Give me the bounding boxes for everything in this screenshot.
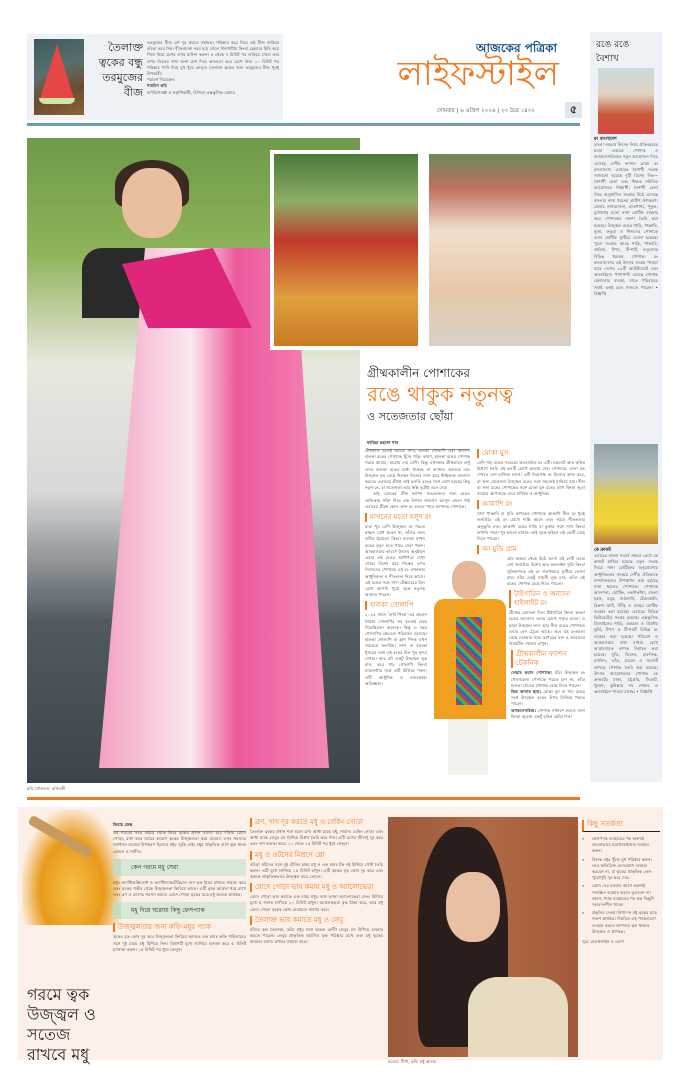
sidebar-section-heading: রং বাংলাদেশ: [594, 137, 617, 142]
fashion-tips: লেয়ার কমান পোশাকে: যাঁরা উজ্জ্বল রং খোলামেলা পোশাকে পরতে চান না, তাঁরা হালকা শেডের পোশাক বেছে নিতে পারেন। ভিন্ন আনার ছাড়: মোকা মুস বা গাঢ় রঙের সঙ্গে উজ্জ্বল রঙের উপর মিলিয়ে পরতে পারেন। অ্যাকসেসরিজ: পোশাক সাধারণ হলেও ব্যাগ কিংবা জুতায় একটু রঙিন ছোঁয়া দিন।: [511, 670, 585, 719]
section-divider: [27, 797, 580, 800]
tip-item: » প্রকৃতির দেওয়া উপাদান মধু ত্বকের যত্নে দারুণ কার্যকর। নিয়মিত এই প্যাকগুলো ব্যবহার করলে আপনার ত্বক থাকবে উজ্জ্বল ও প্রাণবন্ত।: [582, 910, 660, 935]
section-title: লাইফস্টাইল: [397, 54, 559, 94]
pack-heading: মধু ও ওটসের মিশ্রণে গ্লো: [250, 851, 383, 860]
pack-heading: তৈলাক্ত ভাব কমাতে মধু ও লেবু: [250, 916, 383, 925]
teaser-body: তরমুজের বীজ ব্রণ দূর করতে সহায়ক। পরিষ্কার করে নিয়ে এই বীজ শুকিয়ে গুঁড়ো করে নিন। বীজগুলো নরম হয়ে গেলে শিলপাটায় কিংবা ব্লেন্ডারে মিহি করে পিষে নিয়ে ব্রণের ওপর মালিশ করুন। ৫ থেকে ৭ মিনিট পর শুকিয়ে গেলে তার ওপর তিলের সাদা অংশ ব্রাশ দিয়ে আলতো করে মেখে নিন। ১০ মিনিট পর পরিষ্কার পানি দিয়ে মুখ ধুয়ে ফেলুন। তৈলাক্ত ত্বকের জন্য তরমুজের বীজ খুবই উপকারী। পরামর্শ দিয়েছেন: শারমিন কচি রূপবিশেষজ্ঞ ও স্বত্বাধিকারী, বিন্দিয়া এক্সক্লুসিভ কেয়ার: [147, 40, 279, 95]
watermelon-slice-shape: [39, 44, 75, 102]
teaser-box: [27, 34, 283, 120]
highlight-box: কেন গরমে মধু সেরা: [113, 859, 246, 876]
section-heading: মোকা মুস: [477, 449, 585, 458]
byline: ফারিয়া রহমান খান: [367, 440, 470, 450]
article-column-2: মোকা মুস বেশি গাঢ় রঙের সবচেয়ে আলোচিত রং এটি। চকলেট আর কফির মিশ্রণে তৈরি এই রঙটি চোখে আরাম দেয়। পোশাকে, ঢেলা রঙ দেখতে বেশ মার্জিত লাগে। এটি নিরপেক্ষ রং হিসেবে কাজ করে, যা অন্য যেকোনো উজ্জ্বল রঙের সঙ্গে সহজেই মানিয়ে যায়। নীল বা সাদা রঙের পোশাকের সঙ্গে মোকা মুস রঙের ব্যাগ কিংবা জুতা ব্যবহার আপনাকে দেবে মার্জিত ও আধুনিক। আকাশি রং সাদা পাঞ্জাবি বা সুতি কাপড়ের পোশাকে আকাশি নীল রং খুবই জনপ্রিয়। এই রং চোখে শান্তি আনে এবং গরমে শীতলতার অনুভূতি দেয়। আকাশি রঙের শাড়ি বা কুর্তার সঙ্গে সাদা কিংবা রুপালি গয়না খুব ভালো মানায়। তাই লুকে চাইলে এই রঙটি বেছে নিতে পারেন। আ মুডি গ্রাম গ্রাম অঞ্চল থেকে উঠে আসা এই রংটি এবার বেশ জনপ্রিয়। বিশেষ করে অনলাইন সুতি কিংবা সুতিকাপড়ে এই রং দারুণভাবে ফুটিয়ে তোলা যায়। যাঁরা একটু সাহসী লুক চান, তাঁরা এই রঙের পোশাক বেছে নিতে পারেন। টাইগারিন ও অন্যান্য হাইলাইট রং গ্রীষ্মের রোদেলা দিনে টাইগারিন কিংবা কমলা রঙের আবেদন এবার চোখে পড়ার মতো। এ ছাড়া উজ্জ্বল লাল আর নীল রঙের পোশাকও এবার বেশ ট্রেন্ডে আছে। তবে এই রংগুলো বেছে নেওয়ার সময় কাপড়ের মান ও আরামের বিষয়টিও খেয়াল রাখুন। গ্রীষ্মকালীন ফ্যাশন টেকনিক লেয়ার কমান পোশাকে: যাঁরা উজ্জ্বল রং খোলামেলা পোশাকে পরতে চান না, তাঁরা হালকা শেডের পোশাক বেছে নিতে পারেন। ভিন্ন আনার ছাড়: মোকা মুস বা গাঢ় রঙের সঙ্গে উজ্জ্বল রঙের উপর মিলিয়ে পরতে পারেন। অ্যাকসেসরিজ: পোশাক সাধারণ হলেও ব্যাগ কিংবা জুতায় একটু রঙিন ছোঁয়া দিন।: [477, 449, 585, 719]
model-face-shape: [122, 168, 182, 238]
sidebar-boishakh: [590, 32, 662, 782]
tip-item: » বিশুদ্ধ মধুর খুঁজে মুখ পরিষ্কার করুন। তবে অতিরিক্ত ফেসওয়াশ ব্যবহার করবেন না, যা ত্বকের প্রাকৃতিক তেল পুরোপুরি দূর করে দেয়।: [582, 857, 660, 882]
photo-credit: ছবি সৌজন্যে: রঙিনকী: [27, 786, 66, 791]
kurta-model-image: [430, 555, 510, 785]
article-title: রঙে থাকুক নতুনত্ব: [367, 382, 514, 406]
section-heading: টাইগারিন ও অন্যান্য হাইলাইট রং: [509, 590, 585, 608]
pack-heading: উজ্জ্বলতার জন্য কফি-মধুর প্যাক: [113, 923, 246, 932]
section-heading: আকাশি রং: [477, 500, 585, 509]
brand-logo: আজকের পত্রিকা: [476, 41, 557, 55]
sidebar-section-heading: কে ক্রাফট: [594, 548, 611, 553]
yellow-saree-image: [594, 444, 658, 544]
pack-heading: ব্রণ, দাগ দূর করতে মধু ও বেকিং সোডা: [250, 818, 383, 827]
tip-item: » ফেসপ্যাক ব্যবহারের পর অবশ্যই ভালোভাবে ময়েশ্চারাইজার ব্যবহার করুন।: [582, 836, 660, 855]
section-heading: আ মুডি গ্রাম: [477, 545, 585, 554]
section-heading: হালকা গোলাপি: [365, 601, 470, 610]
highlight-box: মধু দিয়ে ঘরোয়া কিছু ফেসপ্যাক: [113, 902, 246, 919]
source-note: সূত্র: হেলথলাইন ও ভোগ: [582, 939, 624, 945]
article-column-1: গ্রীষ্মকাল এলেই আমরা সাদা, হালকা গোলাপি এবং অন্যান্য হালকা রঙের পোশাকে খুঁজে পড়ি। কারণ, হালকা রঙের পোশাক গরমে আরাম, আরাম দেয় বেশি। কিন্তু এখনকার গ্রীষ্মকালে শুধু এসব হালকা রঙের মধ্যে থাকছে না ফ্যাশন। অনেকে বরং উজ্জ্বল রঙ বেছে নিচ্ছেন নিজের সাজ আর স্টাইলকে আলাদা করতে। এবারের গ্রীষ্মে তাই চলতি রঙের সঙ্গে যোগ হয়েছে কিছু নতুন রং, যা সতেজতা আর স্বস্তি দুটোই এনে দেয়। তাই এবারের গ্রীষ্ম ফ্যাশন সচেতনদের জন্য রঙের তালিকায় শক্তি নিয়ে এক বিশাল জায়গা। আসুন জেনে নিই এবারের গ্রীষ্মে কোন কোন রং চলতে পারে আপনার পোশাকে। মাখনের মতো হলুদ রং যারা খুব বেশি উজ্জ্বল রং পরতে স্বচ্ছন্দ বোধ করেন না, তাঁদের জন্য বাটার ইয়েলো কিংবা হালকা মাখন রঙের হলুদ হতে পারে সেরা পছন্দ। আবহাওয়ার কারণে উৎসব অনুষ্ঠানে এবার এই রঙের আধিপত্য দেখা গেছে; বিশেষ করে সিল্কের ওপর নিজেদের পোশাকে এই রং এখনকার আধুনিকতা ও শীতলতা নিয়ে আসে। এই রঙের সঙ্গে সাদা টেক্সচারের মিল রেখে আপনি পুরো লুকে নতুনত্ব আনতে পারেন। হালকা গোলাপি ২০২৫ সালে ‘বার্বি পিংক’-এর প্রচলন থাকায় গোলাপির সব রংকেই বেছে নিয়েছিলেন অনেকে। কিন্তু এ বছর গোলাপির ক্ষেত্রেও পরিবর্তন এসেছে। হালকা গোলাপি বা ব্লাশ পিংক এখন সবচেয়ে জনপ্রিয়। সাদা বা হালকা ধূসরের সঙ্গে এই রঙের মিল খুব সুন্দর দেখায়। আর যদি একটু উজ্জ্বল লুক চান, তবে গাঢ় গোলাপি কিংবা ম্যাজেন্টার সঙ্গে এটি মিলিয়ে পরুন; এটি আধুনিক ও নজরকাড়া অভিজ্ঞতা।: [365, 448, 470, 686]
article-kicker: গ্রীষ্মকালীন পোশাকের: [367, 366, 471, 380]
desk-byline: ফিচার ডেস্ক: [113, 822, 246, 832]
watermelon-rind-shape: [39, 98, 75, 104]
honey-column-2: ব্রণ, দাগ দূর করতে মধু ও বেকিং সোডা তৈলাক্ত ত্বকের প্রধান শত্রু হলো ব্রণ। আধা চামচ মধু, সামান্য বেকিং সোডা এবং আধা চামচ লেবুর রস মিশিয়ে মিশ্রণ তৈরি করে নিন। এটি ব্রণের জীবাণু দূর করে এবং দাগ হালকা করে। ১০ থেকে ১৫ মিনিট পর ধুয়ে ফেলুন। মধু ও ওটসের মিশ্রণে গ্লো গুঁড়ো ওটসের সঙ্গে দুই টেবিল চামচ মধু ও এক চামচ টক দই মিশিয়ে পেস্ট তৈরি করুন। এটি মুখে লাগিয়ে ১৫ মিনিট রাখুন। এটি ত্বকের মৃত কোষ দূর করে এবং ত্বককে প্রাকৃতিকভাবে উজ্জ্বল করে তোলে। রোদে পোড়া ভাব কমায় মধু ও অ্যালোভেরা রোদে পোড়া ভাব কমাতে এক চামচ মধুর সঙ্গে তাজা অ্যালোভেরা জেল মিশিয়ে মুখে ও গলায় লাগিয়ে ২০ মিনিট রাখুন। অ্যালোভেরা ত্বক ঠান্ডা করে, আর মধু রোদে পোড়া ত্বকের কোষ মেরামতে সাহায্য করে। তৈলাক্ত ভাব কমাতে মধু ও লেবু যাঁদের ত্বক তৈলাক্ত, তাঁরা মধুর সঙ্গে কয়েক ফোঁটা লেবুর রস মিশিয়ে ব্যবহার করতে পারেন। লেবুর প্রাকৃতিক অ্যাসিড ত্বক পরিষ্কার রাখে এবং মধু ত্বকের আর্দ্রতা বজায় রাখতে সাহায্য করে।: [250, 818, 383, 945]
tip-item: » রোদে বের হওয়ার আগে অবশ্যই সানস্ক্রিন ব্যবহার করতে ভুলবেন না। কারণ, প্যাক ব্যবহারের পর ত্বক কিছুটা সংবেদনশীল থাকে।: [582, 883, 660, 908]
model-portrait-image: [388, 817, 578, 1057]
date-line: সোমবার | ৬ এপ্রিল ২০২৬ | ২৩ চৈত্র ১৪৩২: [436, 108, 535, 114]
family-fashion-image: [598, 68, 654, 134]
teaser-title: তৈলাক্ত ত্বকের বন্ধু তরমুজের বীজ: [98, 41, 143, 99]
tips-heading: কিছু সতর্কতা: [582, 820, 660, 832]
section-heading: গ্রীষ্মকালীন ফ্যাশন টেকনিক: [511, 650, 585, 668]
sidebar-section-body: বাংলা নববর্ষে উৎসব নিয়ে প্রতিবছরের মতো এবারও পোশাক ও অ্যাকসেসরিজের নতুন আয়োজন নিয়ে এসেছে দেশীয় ফ্যাশন ব্র্যান্ড রং বাংলাদেশ। এবারের বৈশাখী সংগ্রহ সাজানো হয়েছে দুটি বিশেষ দিক—বৈশাখী মেলা এবং শিক্ষক সমিতির আয়োজনে শিক্ষার্থী। বৈশাখী মেলা নিয়ে অনুপ্রাণিত সংগ্রহে উঠে এসেছে বাংলার নানা ধরনের গ্রামীণ উপকরণ। মেলার নাগরদোলা, হাতপাখা, পুতুল, মুখোশের মতো নানা মোটিফ ব্যবহার করে পোশাকের নকশা তৈরি করা হয়েছে। উজ্জ্বল রঙের শাড়ি, পাঞ্জাবি, কুর্তা, ফতুয়া ও শিশুদের পোশাকে এসব মোটিফ ফুটিয়ে তোলা হয়েছে। পুরো সংগ্রহে আছে শাড়ি, পাঞ্জাবি, কামিজ, টপস, টি-শার্ট, ফতুয়াসহ বিভিন্ন ধরনের পোশাক। রং বাংলাদেশের এই উৎসব সংগ্রহ পাওয়া যাবে দেশের ২৯টি আউটলেটে এবং অনলাইনে। পাশাপাশি রয়েছে পোশাক মেলানোর ব্যবস্থা, যাতে পরিবারের সবাই একই রঙে সাজতে পারেন। • বিজ্ঞপ্তি: [594, 142, 658, 296]
tips-list: [582, 836, 660, 935]
inset-image-cream-saree: [425, 150, 575, 350]
sidebar-title: রঙে রঙে বৈশাখ: [596, 40, 630, 64]
section-heading: মাখনের মতো হলুদ রং: [365, 513, 470, 522]
honey-feature-title: গরমে ত্বক উজ্জ্বল ও সতেজ রাখবে মধু: [27, 985, 96, 1064]
page-number: ৫: [565, 102, 582, 118]
header-divider: [27, 123, 580, 126]
inset-image-red-saree: [270, 150, 422, 350]
honey-column-1: এই গরমের সময় বাইরে থেকে ফিরে ত্বকের প্রধান সমস্যা হয়ে দাঁড়ায় রোদে পোড়া, র‍্যাশ আর ঘামের কারণে ত্বকের উজ্জ্বলতা কমে যাওয়া। এসব সমস্যার সমাধানে ঘরোয়া উপকরণ হিসেবে মধুর জুড়ি নেই। মধুর প্রাকৃতিক গুণে ত্বক থাকে কোমল ও সজীব। কেন গরমে মধু সেরা মধুর অ্যান্টিঅক্সিডেন্ট ও অ্যান্টিব্যাকটেরিয়াল গুণ ত্বক ঠান্ডা রাখতে সাহায্য করে এবং ত্বকের গভীর থেকে উজ্জ্বলতা ফিরিয়ে আনে। এটি ত্বকে আর্দ্রতা ধরে রাখে এবং ব্রণ ও র‍্যাশের সমস্যা কমায়। রোদে পোড়া ত্বকের যত্নে মধু অত্যন্ত কার্যকর। মধু দিয়ে ঘরোয়া কিছু ফেসপ্যাক উজ্জ্বলতার জন্য কফি-মধুর প্যাক ত্বকের মৃত কোষ দূর করে উজ্জ্বলতা ফিরিয়ে আনতে এক চামচ কফি পাউডারের সঙ্গে দুই চামচ মধু মিশিয়ে নিন। মিশ্রণটি মুখে লাগিয়ে হালকা করে ৫ মিনিট ম্যাসাজ করুন। ১৫ মিনিট পর ধুয়ে ফেলুন।: [113, 830, 246, 952]
portrait-credit: মডেল: দীপা, ছবি: মধু আলম: [388, 1059, 437, 1064]
article-subtitle: ও সতেজতার ছোঁয়া: [367, 410, 454, 423]
caution-tips: [582, 817, 660, 946]
sidebar-section-body: এবারের বাংলা নববর্ষ সামনে রেখে কে ক্রাফট হাজির হয়েছে নতুন সংগ্রহ নিয়ে। নানা মোটিফের অনুপ্রেরণায় আধুনিকতার সমন্বয়ে দেশীয় ঐতিহ্যকে নান্দনিকভাবে উপস্থাপন করা হয়েছে নানা ধরনের পোশাকে। পোশাকে আলপনা, মোটিফ, নকশিকাঁথা, বাংলা হরফ, ময়ূর, জামদানি, টেরাকোটা, রিকশা আর্ট, সিঁড়ি ও মাছের মোটিফ ব্যবহার করা হয়েছে। এবারের বিভিন্ন কিউরেটেড সংগ্রহ রয়েছে। এক্সক্লুসিভ ডিজাইনের শাড়ি, একরঙা ও প্রিন্টের কুর্তি, টপস ও টি-শার্টে বিভিন্ন রং ব্যবহার করা হয়েছে। পরিবেশ ও আবহাওয়ার কথা মাথায় রেখে আরামদায়ক কাপড় নির্বাচন করা হয়েছে। সুতি, লিনেন, হাফসিল্ক, মসলিন, তাঁত, ভয়েল ও জর্জেট কাপড়ে পোশাক তৈরি করা হয়েছে। উৎসব আয়োজনের পোশাক কে ক্রাফটের ঢাকা, চট্টগ্রাম, সিলেট, খুলনা, কুমিল্লার সব শোরুম ও অনলাইনে পাওয়া যাচ্ছে। • বিজ্ঞপ্তি: [594, 553, 658, 695]
pack-heading: রোদে পোড়া ভাব কমায় মধু ও অ্যালোভেরা: [250, 883, 383, 892]
